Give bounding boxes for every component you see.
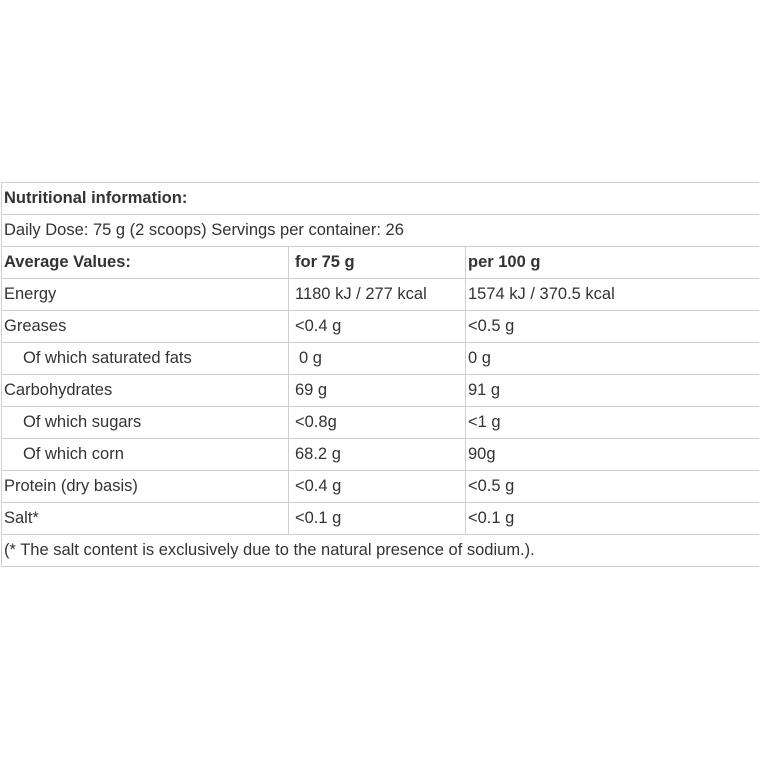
table-row	[2, 439, 759, 471]
row-value-100g: 0 g	[466, 343, 759, 375]
header-per-100g: per 100 g	[466, 247, 759, 279]
table-row	[2, 375, 759, 407]
row-value-100g: <0.1 g	[466, 503, 759, 535]
row-label: Protein (dry basis)	[2, 471, 289, 503]
footnote-row	[2, 535, 759, 567]
row-label: Greases	[2, 311, 289, 343]
header-for-75g: for 75 g	[289, 247, 466, 279]
table-row	[2, 279, 759, 311]
table-row	[2, 407, 759, 439]
row-value-100g: <1 g	[466, 407, 759, 439]
row-value-100g: 1574 kJ / 370.5 kcal	[466, 279, 759, 311]
table-row	[2, 503, 759, 535]
table-row	[2, 471, 759, 503]
row-label: Of which corn	[2, 439, 289, 471]
table-title: Nutritional information:	[2, 183, 759, 215]
daily-dose-text: Daily Dose: 75 g (2 scoops) Servings per container: 26	[2, 215, 759, 247]
row-value-100g: <0.5 g	[466, 311, 759, 343]
row-label: Salt*	[2, 503, 289, 535]
row-value-75g: <0.1 g	[289, 503, 466, 535]
header-average-values: Average Values:	[2, 247, 289, 279]
row-value-75g: 0 g	[289, 343, 466, 375]
daily-dose-row	[2, 215, 759, 247]
row-label: Carbohydrates	[2, 375, 289, 407]
nutrition-table	[1, 182, 759, 567]
row-value-75g: 1180 kJ / 277 kcal	[289, 279, 466, 311]
header-row	[2, 247, 759, 279]
row-value-100g: 91 g	[466, 375, 759, 407]
row-value-100g: 90g	[466, 439, 759, 471]
row-value-100g: <0.5 g	[466, 471, 759, 503]
row-value-75g: <0.8g	[289, 407, 466, 439]
salt-footnote: (* The salt content is exclusively due to the natural presence of sodium.).	[2, 535, 759, 567]
title-row	[2, 183, 759, 215]
row-value-75g: 68.2 g	[289, 439, 466, 471]
row-label: Energy	[2, 279, 289, 311]
table-row	[2, 343, 759, 375]
row-label: Of which sugars	[2, 407, 289, 439]
row-value-75g: <0.4 g	[289, 311, 466, 343]
table-row	[2, 311, 759, 343]
row-label: Of which saturated fats	[2, 343, 289, 375]
row-value-75g: 69 g	[289, 375, 466, 407]
row-value-75g: <0.4 g	[289, 471, 466, 503]
